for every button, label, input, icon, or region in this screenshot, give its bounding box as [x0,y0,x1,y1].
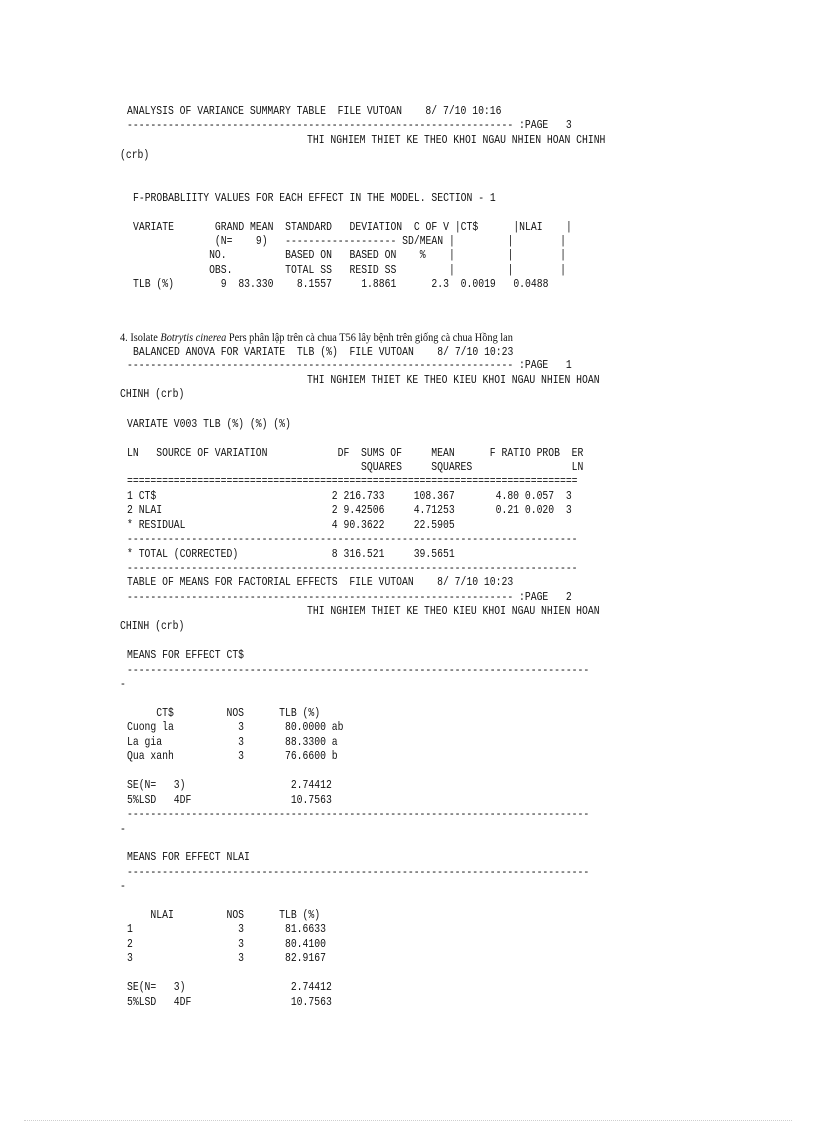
rule: ------------------------------------------------------------------------------- [127,865,590,879]
caption-species: Botrytis cinerea [160,330,227,344]
anova-row: * RESIDUAL 4 90.3622 22.5905 [127,518,455,532]
experiment-heading: THI NGHIEM THIET KE THEO KIEU KHOI NGAU NHIEN HOAN [307,604,600,618]
anova-total-row: * TOTAL (CORRECTED) 8 316.521 39.5651 [127,547,455,561]
means-row: 2 3 80.4100 [127,937,326,951]
anova-title: BALANCED ANOVA FOR VARIATE TLB (%) FILE VUTOAN 8/ 7/10 10:23 [133,345,514,359]
rule-tail: - [120,879,126,893]
means-row: La gia 3 88.3300 a [127,735,338,749]
se-row: SE(N= 3) 2.74412 [127,980,332,994]
se-row: SE(N= 3) 2.74412 [127,778,332,792]
means-table-title: TABLE OF MEANS FOR FACTORIAL EFFECTS FILE VUTOAN 8/ 7/10 10:23 [127,575,514,589]
page-bottom-divider [24,1120,792,1121]
rule: ------------------------------------------------------------------------------- [127,807,590,821]
experiment-heading: THI NGHIEM THIET KE THEO KIEU KHOI NGAU NHIEN HOAN [307,373,600,387]
means-row: 1 3 81.6633 [127,922,326,936]
lsd-row: 5%LSD 4DF 10.7563 [127,995,332,1009]
rule: ----------------------------------------------------------------------------- [127,532,578,546]
means-header-row: CT$ NOS TLB (%) [127,706,321,720]
page-separator: ------------------------------------------------------------------ :PAGE 1 [127,358,572,372]
rule-tail: - [120,822,126,836]
rule-tail: - [120,677,126,691]
fprob-header-row: (N= 9) ------------------- SD/MEAN | | | [133,234,566,248]
means-row: Qua xanh 3 76.6600 b [127,749,338,763]
anova-row: 1 CT$ 2 216.733 108.367 4.80 0.057 3 [127,489,572,503]
fprob-header-row: OBS. TOTAL SS RESID SS | | | [133,263,566,277]
anova-summary-title: ANALYSIS OF VARIANCE SUMMARY TABLE FILE VUTOAN 8/ 7/10 10:16 [127,104,502,118]
means-row: Cuong la 3 80.0000 ab [127,720,344,734]
page-separator: ------------------------------------------------------------------ :PAGE 3 [127,118,572,132]
fprob-data-row: TLB (%) 9 83.330 8.1557 1.8861 2.3 0.0019 0.0488 [133,277,549,291]
means-header-row: NLAI NOS TLB (%) [127,908,321,922]
isolate-caption [120,330,513,344]
means-effect-title: MEANS FOR EFFECT CT$ [127,648,245,662]
rule: ------------------------------------------------------------------------------- [127,663,590,677]
experiment-heading-wrap: CHINH (crb) [120,387,185,401]
rule: ----------------------------------------------------------------------------- [127,561,578,575]
fprob-header-row: NO. BASED ON BASED ON % | | | [133,248,566,262]
variate-label: VARIATE V003 TLB (%) (%) (%) [127,417,291,431]
means-row: 3 3 82.9167 [127,951,326,965]
lsd-row: 5%LSD 4DF 10.7563 [127,793,332,807]
anova-header-row: LN SOURCE OF VARIATION DF SUMS OF MEAN F RATIO PROB ER [127,446,584,460]
fprob-header-row: VARIATE GRAND MEAN STANDARD DEVIATION C OF V |CT$ |NLAI | [133,220,572,234]
experiment-heading: THI NGHIEM THIET KE THEO KHOI NGAU NHIEN HOAN CHINH [307,133,606,147]
double-rule: ============================================================================= [127,474,578,488]
caption-prefix: 4. Isolate [120,330,161,344]
means-effect-title: MEANS FOR EFFECT NLAI [127,850,250,864]
fprob-title: F-PROBABLIITY VALUES FOR EACH EFFECT IN THE MODEL. SECTION - 1 [133,191,496,205]
page-separator: ------------------------------------------------------------------ :PAGE 2 [127,590,572,604]
caption-suffix: Pers phân lập trên cà chua T56 lây bệnh trên giống cà chua Hồng lan [226,330,513,344]
experiment-heading-wrap: (crb) [120,148,150,162]
anova-row: 2 NLAI 2 9.42506 4.71253 0.21 0.020 3 [127,503,572,517]
experiment-heading-wrap: CHINH (crb) [120,619,185,633]
anova-header-row: SQUARES SQUARES LN [127,460,584,474]
